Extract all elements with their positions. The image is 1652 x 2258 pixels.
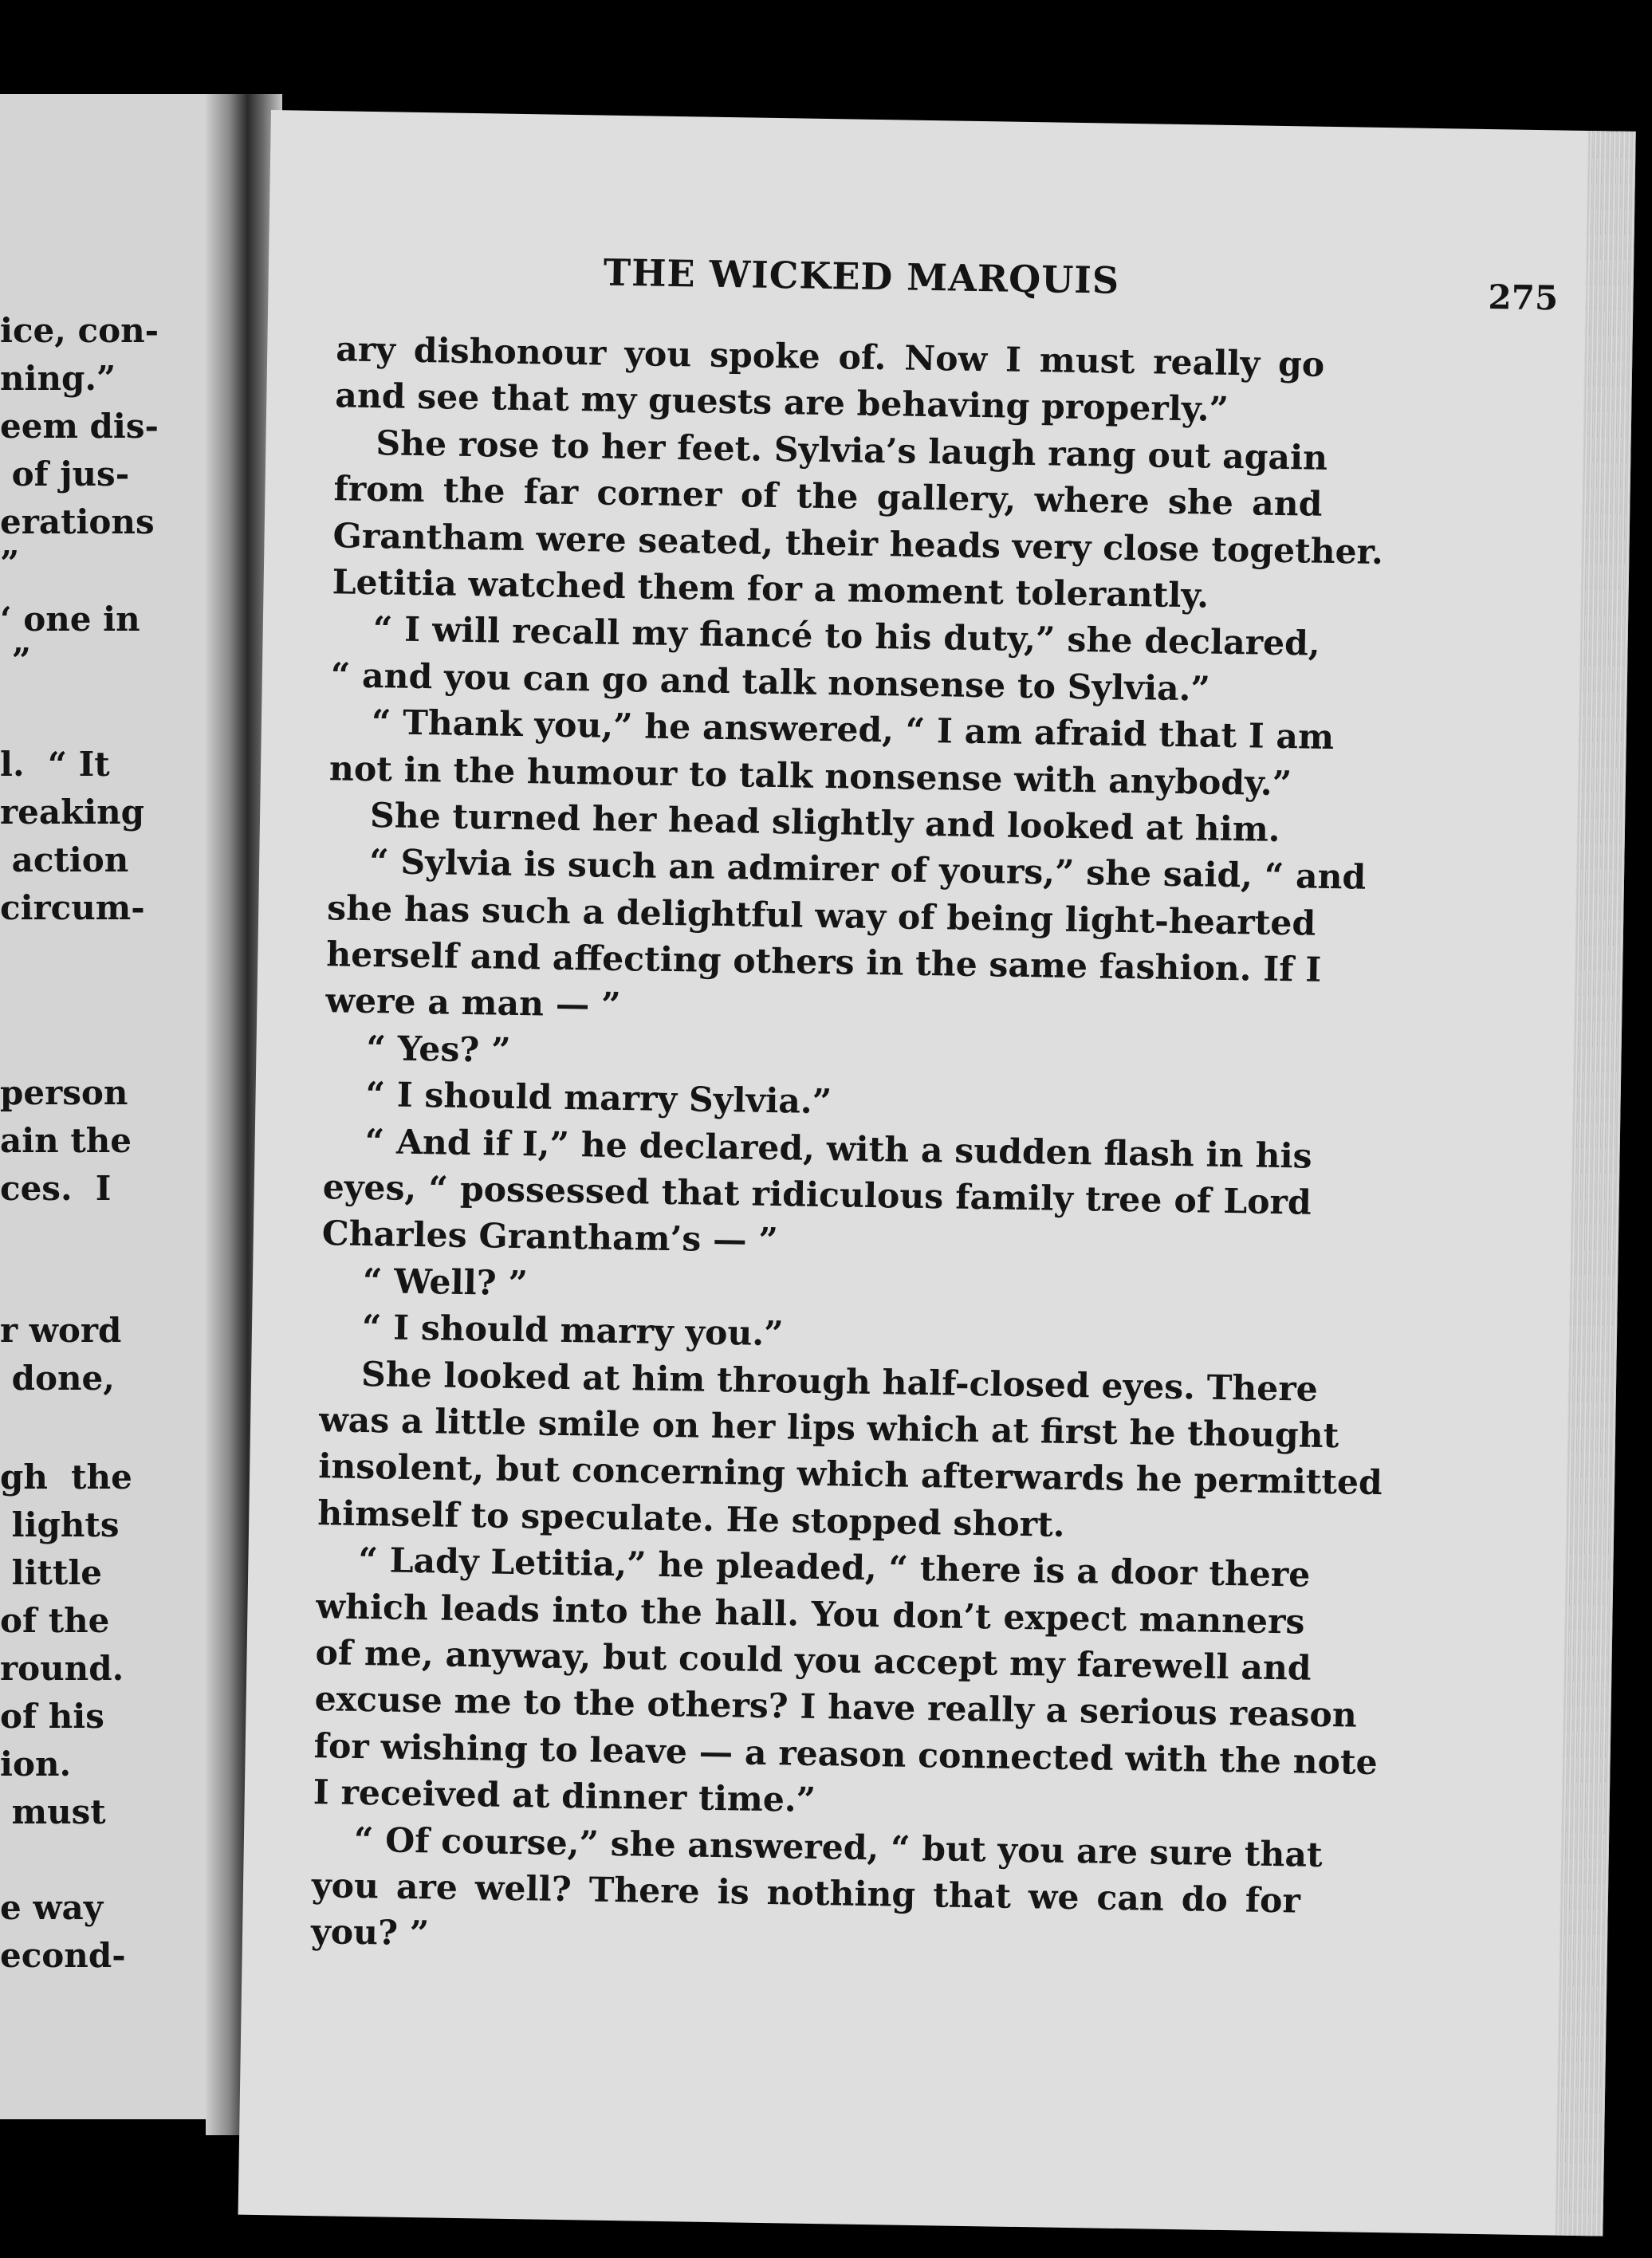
text-line: I received at dinner time.” (313, 1772, 816, 1821)
left-page-line: of the (0, 1601, 110, 1640)
left-page-line: ain the (0, 1121, 132, 1160)
text-line: Charles Grantham’s — ” (321, 1214, 779, 1261)
left-page-line: e way (0, 1888, 104, 1927)
left-page-line: gh the (0, 1457, 132, 1497)
left-page-line: ‘ one in (0, 600, 140, 639)
left-page-line: person (0, 1073, 128, 1112)
text-line: which leads into the hall. You don’t expect manners (316, 1586, 1305, 1642)
text-line: she has such a delightful way of being light-hearted (326, 887, 1316, 944)
body-text (310, 326, 1384, 1971)
left-page-line: ” (0, 544, 20, 583)
page-edge (1555, 131, 1635, 2236)
text-line: “ I should marry Sylvia.” (365, 1075, 832, 1123)
text-line: “ Of course,” she answered, “ but you are sure that (353, 1819, 1323, 1875)
left-page-line: ning.” (0, 359, 116, 398)
text-line: “ Yes? ” (366, 1028, 511, 1071)
text-line: not in the humour to talk nonsense with anybody.” (328, 748, 1292, 804)
text-line: Grantham were seated, their heads very close together. (332, 515, 1384, 572)
left-page-line: done, (0, 1359, 115, 1398)
text-line: She turned her head slightly and looked at him. (369, 795, 1280, 850)
text-line: excuse me to the others? I have really a serious reason (314, 1679, 1358, 1736)
text-line: “ Thank you,” he answered, “ I am afraid that I am (371, 702, 1335, 758)
page-number: 275 (1488, 277, 1559, 318)
left-page-line: must (0, 1792, 106, 1831)
left-page-line: of jus- (0, 454, 130, 494)
text-line: “ and you can go and talk nonsense to Sylvia.” (330, 655, 1211, 710)
left-page-line: ces. I (0, 1169, 112, 1208)
text-line: for wishing to leave — a reason connected with the note (313, 1725, 1379, 1783)
text-line: “ I will recall my fiancé to his duty,” she declared, (372, 609, 1321, 665)
left-page-line: l. “ It (0, 745, 110, 784)
text-line: himself to speculate. He stopped short. (317, 1493, 1065, 1545)
text-line: “ Sylvia is such an admirer of yours,” she said, “ and (368, 842, 1367, 898)
left-page-line: r word (0, 1311, 122, 1350)
text-line: were a man — ” (325, 981, 621, 1026)
text-line: you are well? There is nothing that we can do for (311, 1865, 1301, 1922)
left-page-line: ion. (0, 1745, 72, 1784)
left-page-line: action (0, 840, 129, 879)
text-line: you? ” (310, 1912, 430, 1954)
text-line: was a little smile on her lips which at first he thought (318, 1400, 1339, 1457)
text-line: and see that my guests are behaving properly.” (334, 376, 1229, 431)
text-line: of me, anyway, but could you accept my farewell and (315, 1633, 1312, 1689)
text-line: “ Lady Letitia,” he pleaded, “ there is a door there (358, 1540, 1311, 1595)
text-line: “ I should marry you.” (361, 1308, 784, 1355)
left-page-line: eem dis- (0, 407, 159, 446)
left-page-line: little (0, 1553, 103, 1592)
text-line: from the far corner of the gallery, where she and (333, 469, 1323, 525)
left-page-line: erations (0, 502, 155, 541)
left-page-line: ice, con- (0, 311, 159, 350)
left-page (0, 94, 239, 2119)
left-page-line: ” (0, 641, 31, 680)
left-page-line: circum- (0, 888, 145, 927)
text-line: Letitia watched them for a moment tolerantly. (332, 562, 1210, 616)
running-head: THE WICKED MARQUIS (603, 250, 1120, 302)
text-line: eyes, “ possessed that ridiculous family tree of Lord (322, 1167, 1312, 1223)
text-line: “ And if I,” he declared, with a sudden flash in his (364, 1121, 1312, 1177)
left-page-line: lights (0, 1505, 120, 1544)
text-line: insolent, but concerning which afterwards he permitted (317, 1446, 1383, 1504)
right-page (238, 110, 1636, 2236)
text-line: ary dishonour you spoke of. Now I must really go (335, 329, 1325, 385)
text-line: She looked at him through half-closed eyes. There (360, 1354, 1319, 1410)
left-page-line: reaking (0, 793, 145, 832)
text-line: herself and affecting others in the same fashion. If I (325, 934, 1322, 990)
left-page-line: round. (0, 1649, 124, 1688)
text-line: “ Well? ” (362, 1261, 529, 1304)
text-line: She rose to her feet. Sylvia’s laugh rang out again (376, 423, 1328, 478)
left-page-line: econd- (0, 1936, 126, 1975)
left-page-line: of his (0, 1697, 104, 1736)
